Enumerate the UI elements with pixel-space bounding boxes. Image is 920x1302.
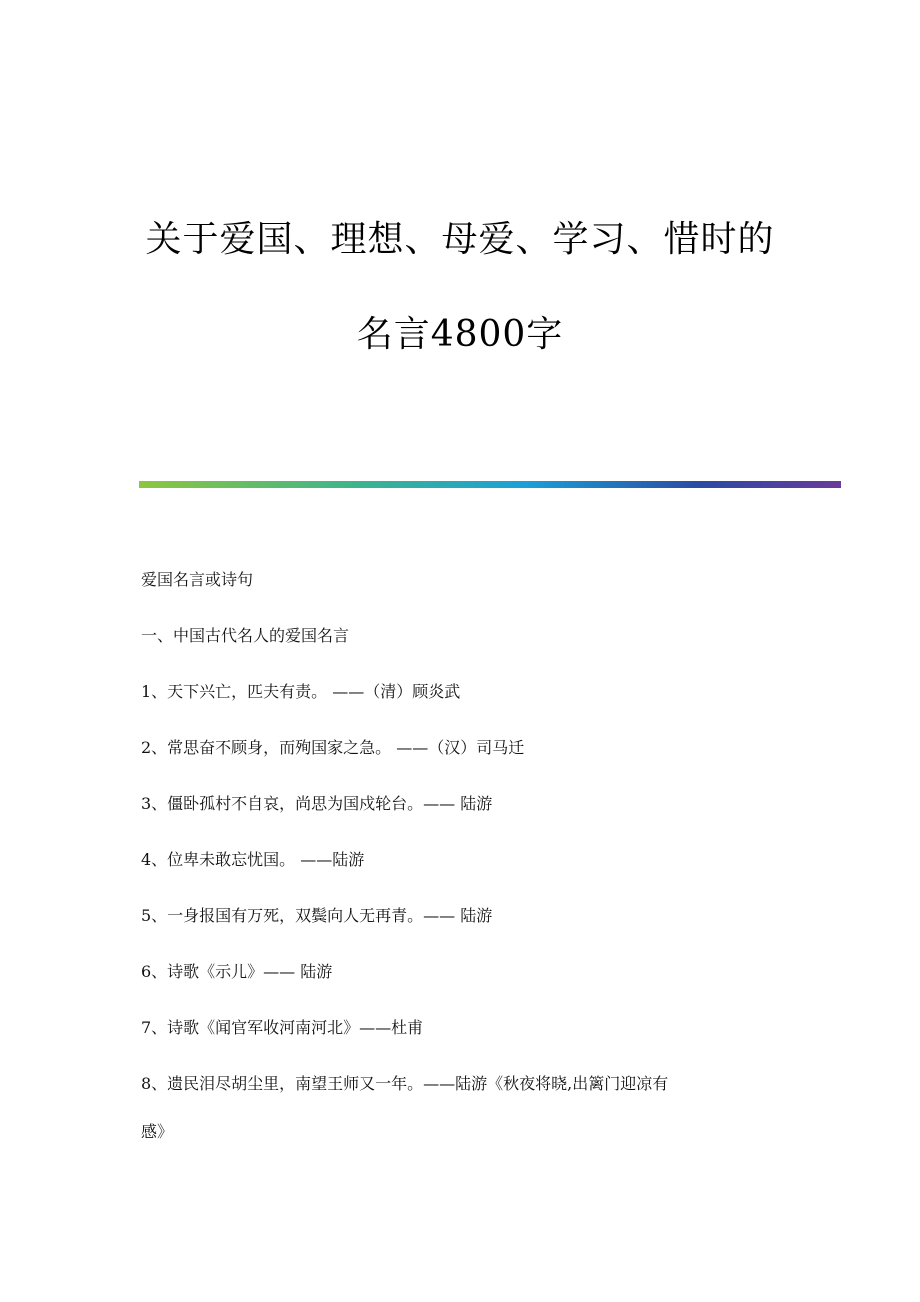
subsection-heading: 一、中国古代名人的爱国名言 [141,626,350,645]
section-heading: 爱国名言或诗句 [141,570,254,589]
quote-line: 4、位卑未敢忘忧国。 ——陆游 [141,850,365,869]
quote-line: 7、诗歌《闻官军收河南河北》——杜甫 [141,1018,424,1037]
quote-line: 3、僵卧孤村不自哀，尚思为国戍轮台。—— 陆游 [141,794,493,813]
quote-line-continuation: 感》 [141,1122,174,1141]
document-title-line-2: 名言4800字 [356,314,564,355]
quote-line: 2、常思奋不顾身，而殉国家之急。 ——（汉）司马迁 [141,738,525,757]
quote-line: 6、诗歌《示儿》—— 陆游 [141,962,333,981]
quote-line: 1、天下兴亡，匹夫有责。 ——（清）顾炎武 [141,682,461,701]
quote-line: 8、遗民泪尽胡尘里，南望王师又一年。——陆游《秋夜将晓,出篱门迎凉有 [141,1074,669,1093]
document-title-line-1: 关于爱国、理想、母爱、学习、惜时的 [145,219,775,260]
gradient-divider [139,481,841,488]
quote-line: 5、一身报国有万死，双鬓向人无再青。—— 陆游 [141,906,493,925]
